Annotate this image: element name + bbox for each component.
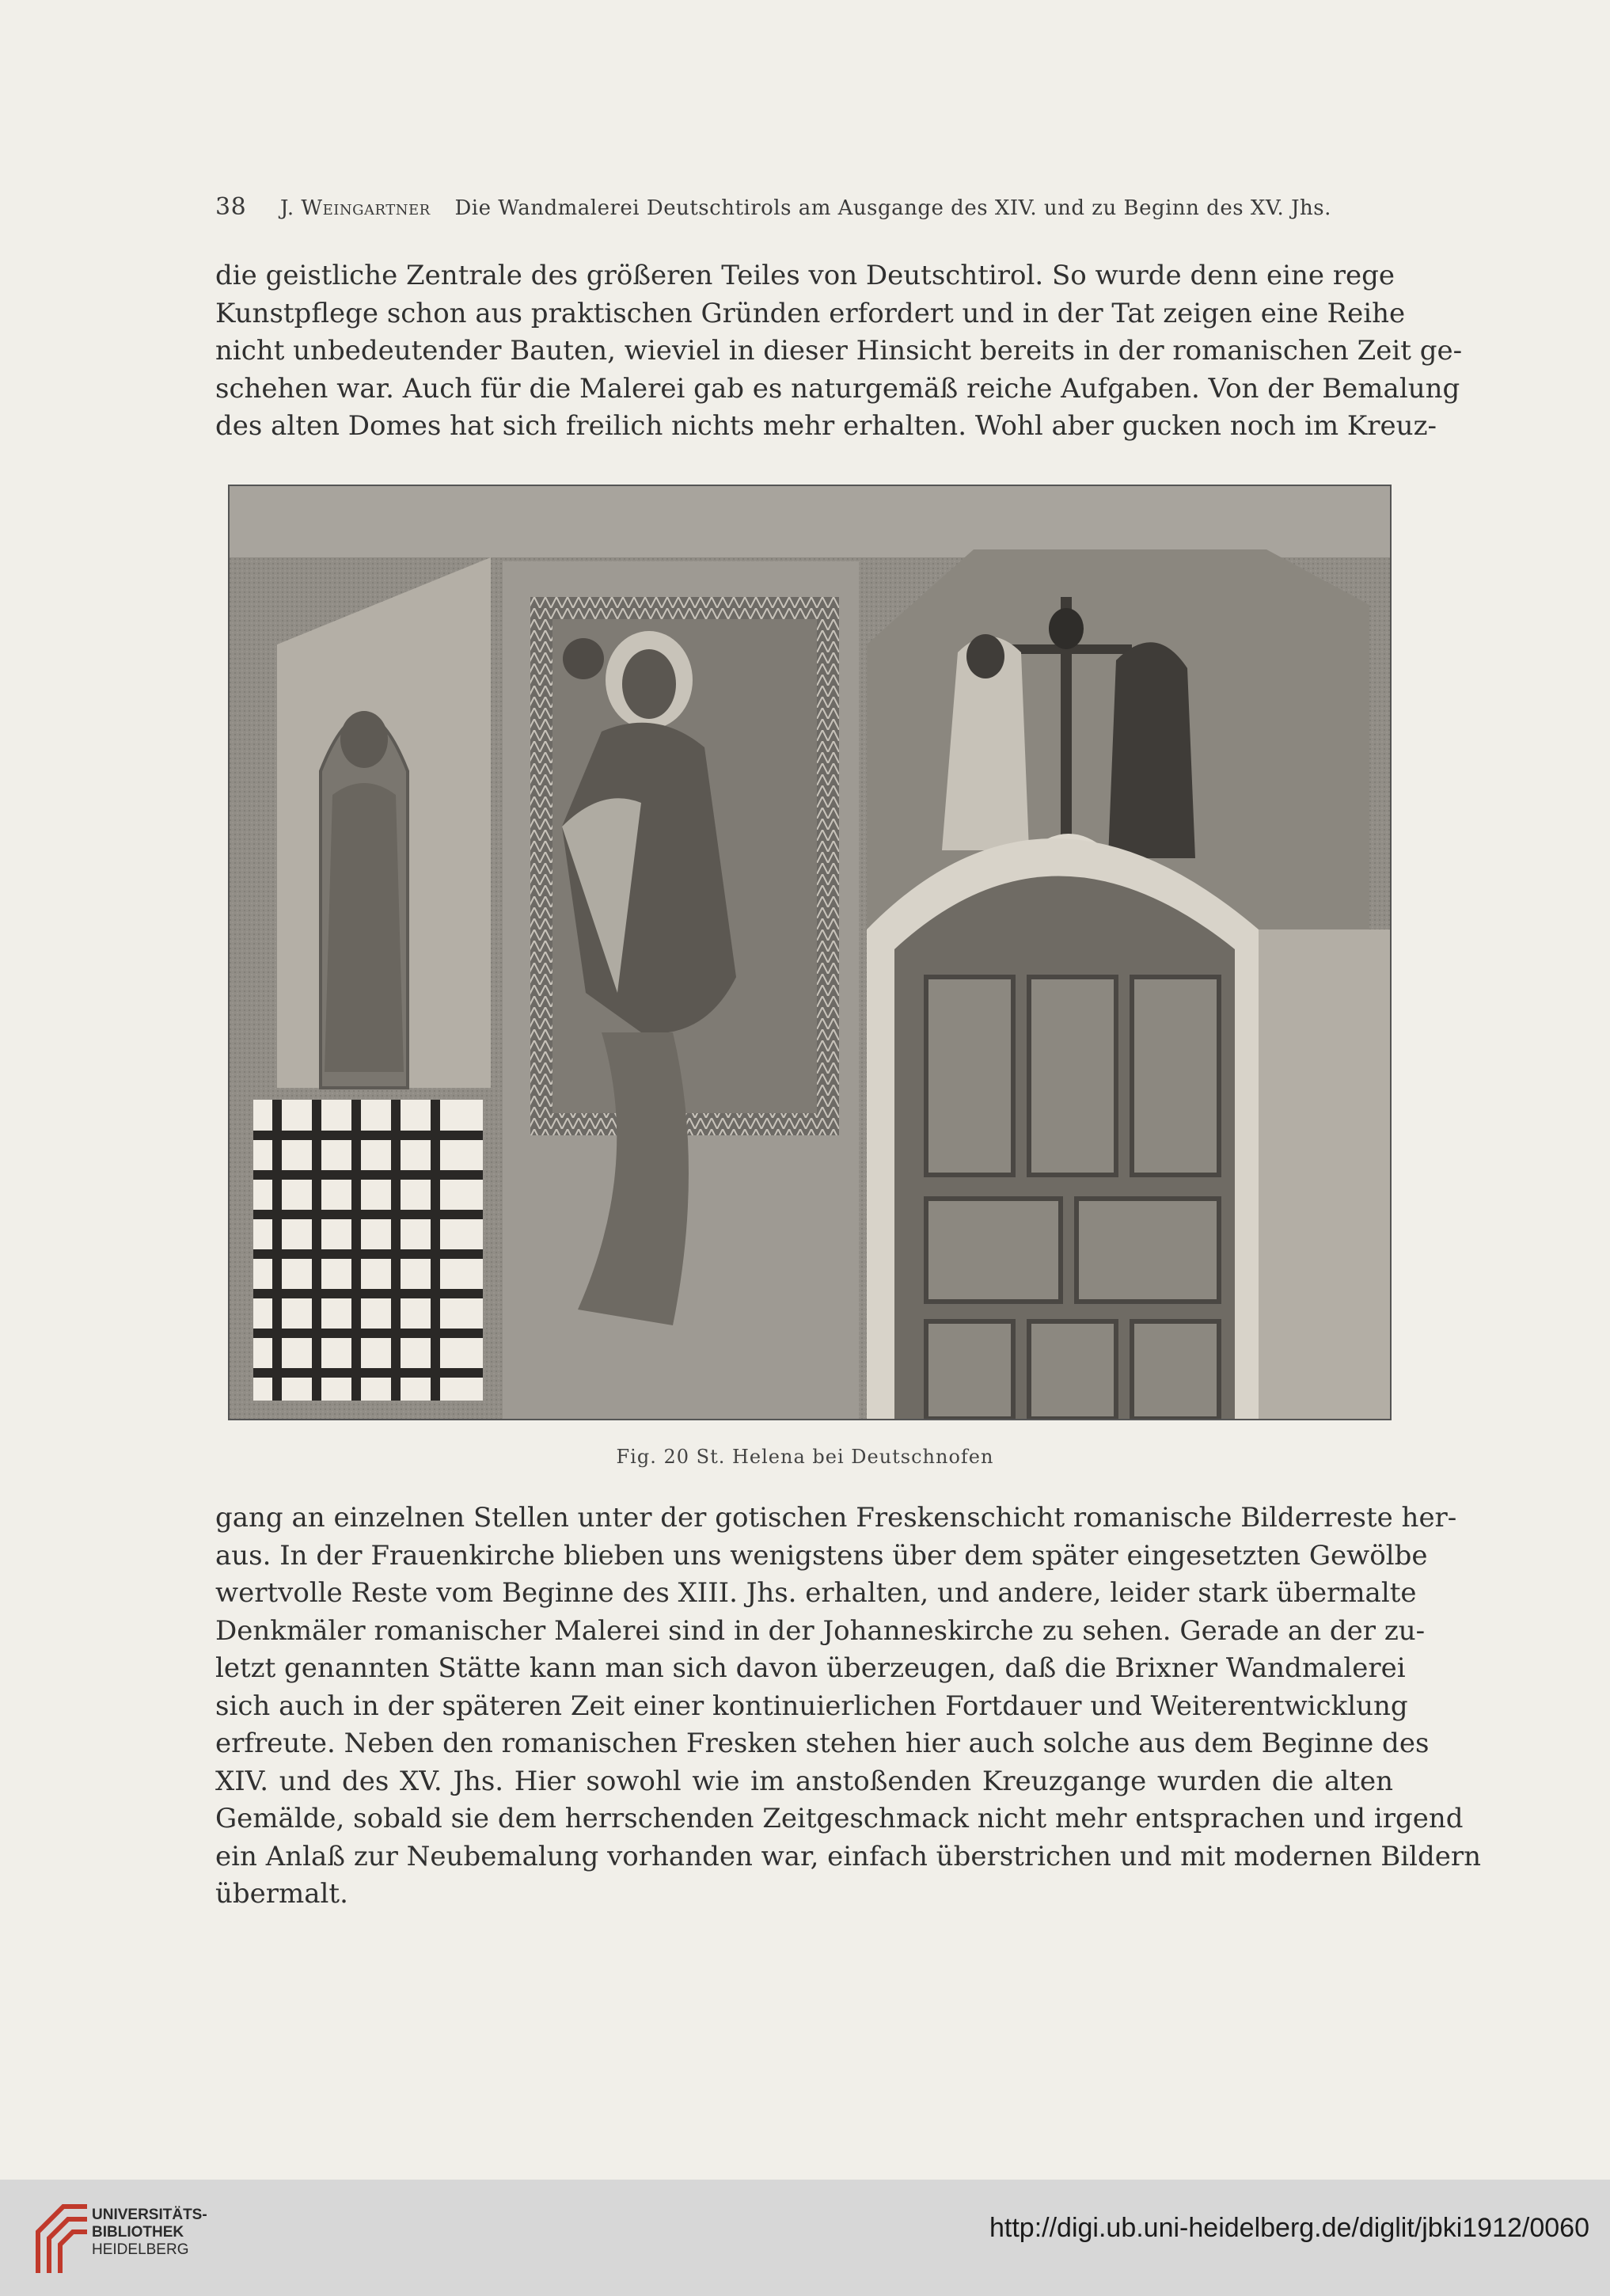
text-line: XIV. und des XV. Jhs. Hier sowohl wie im anstoßenden Kreuzgange wurden die alten — [215, 1765, 1393, 1797]
running-title: Die Wandmalerei Deutschtirols am Ausgange des XIV. und zu Beginn des XV. Jhs. — [454, 196, 1331, 220]
text-line: die geistliche Zentrale des größeren Teiles von Deutschtirol. So wurde denn eine rege — [215, 260, 1395, 291]
text-line: übermalt. — [215, 1878, 348, 1910]
text-line: aus. In der Frauenkirche blieben uns wenigstens über dem später eingesetzten Gewölbe — [215, 1539, 1428, 1572]
figure-caption: Fig. 20 St. Helena bei Deutschnofen — [616, 1446, 994, 1468]
fresco-photograph — [228, 485, 1392, 1420]
fresco-illustration — [230, 486, 1390, 1419]
running-header — [215, 193, 1339, 221]
text-line: sich auch in der späteren Zeit einer kontinuierlichen Fortdauer und Weiterentwicklung — [215, 1690, 1408, 1722]
logo-line: UNIVERSITÄTS- — [92, 2207, 207, 2223]
text-line: Denkmäler romanischer Malerei sind in der Johanneskirche zu sehen. Gerade an der zu- — [215, 1614, 1426, 1647]
text-line: des alten Domes hat sich freilich nichts mehr erhalten. Wohl aber gucken noch im Kreuz- — [215, 410, 1437, 442]
logo-line: BIBLIOTHEK — [92, 2224, 184, 2241]
text-line: erfreute. Neben den romanischen Fresken stehen hier auch solche aus dem Beginne des — [215, 1728, 1430, 1759]
library-logo-text — [92, 2207, 207, 2259]
library-logo-icon — [32, 2200, 93, 2279]
text-line: gang an einzelnen Stellen unter der gotischen Freskenschicht romanische Bilderreste her- — [215, 1502, 1457, 1534]
text-line: Gemälde, sobald sie dem herrschenden Zeitgeschmack nicht mehr entsprachen und irgend — [215, 1803, 1464, 1834]
text-line: ein Anlaß zur Neubemalung vorhanden war, einfach überstrichen und mit modernen Bildern — [215, 1840, 1482, 1872]
text-line: Kunstpflege schon aus praktischen Gründen erfordert und in der Tat zeigen eine Reihe — [215, 297, 1406, 329]
text-line: letzt genannten Stätte kann man sich davon überzeugen, daß die Brixner Wandmalerei — [215, 1652, 1406, 1684]
paragraph-2 — [215, 1500, 1482, 1914]
text-line: wertvolle Reste vom Beginne des XIII. Jhs. erhalten, und andere, leider stark übermalte — [215, 1577, 1417, 1609]
paragraph-1 — [215, 257, 1463, 446]
logo-line: HEIDELBERG — [92, 2241, 189, 2258]
library-footer — [0, 2180, 1610, 2296]
page-number: 38 — [215, 193, 247, 221]
permalink-url[interactable]: http://digi.ub.uni-heidelberg.de/diglit/jbki1912/0060 — [989, 2213, 1589, 2243]
text-line: nicht unbedeutender Bauten, wieviel in dieser Hinsicht bereits in der romanischen Zeit ge- — [215, 335, 1463, 367]
author-name: J. Weingartner — [279, 196, 431, 220]
text-line: schehen war. Auch für die Malerei gab es naturgemäß reiche Aufgaben. Von der Bemalung — [215, 372, 1460, 405]
